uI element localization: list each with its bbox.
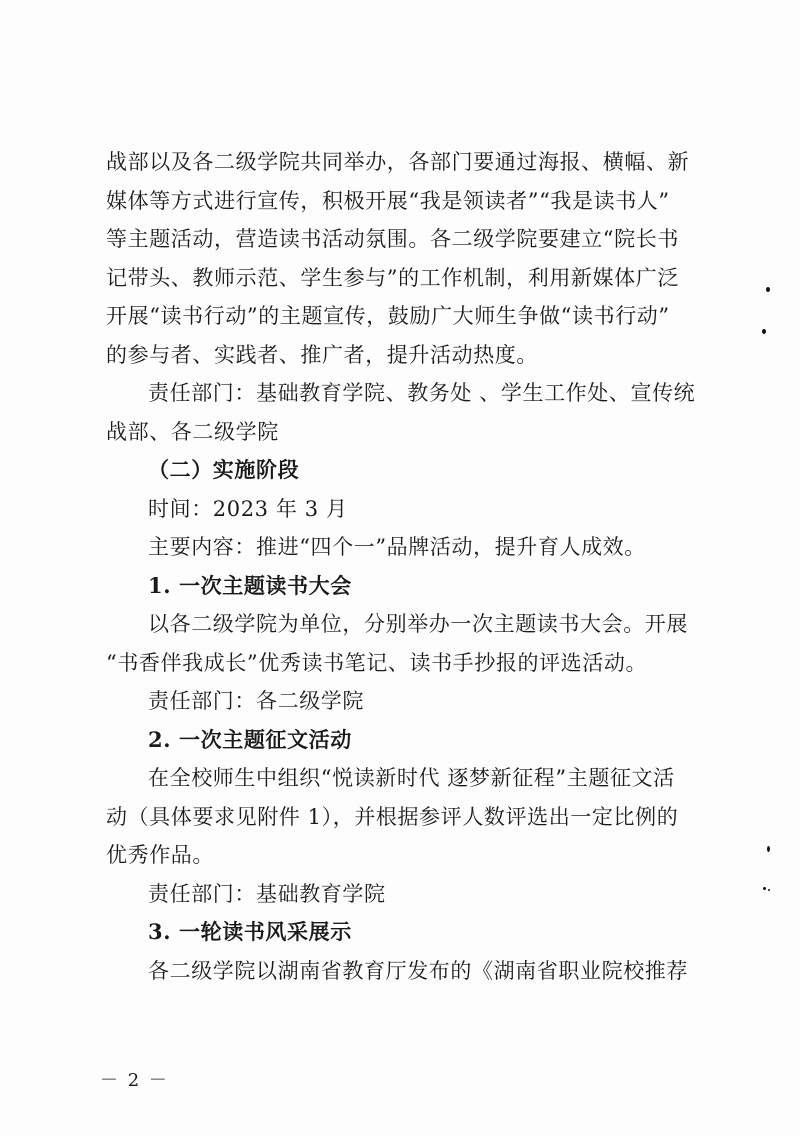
item-title: 3. 一轮读书风采展示 <box>148 919 352 944</box>
responsibility-line: 责任部门：基础教育学院 <box>148 881 386 906</box>
text-line: 动（具体要求见附件 1），并根据参评人数评选出一定比例的 <box>106 804 679 829</box>
text-line: 优秀作品。 <box>106 843 214 867</box>
text-line: 战部以及各二级学院共同举办，各部门要通过海报、横幅、新 <box>106 150 690 174</box>
text-line: 的参与者、实践者、推广者，提升活动热度。 <box>106 342 538 367</box>
text-line: 等主题活动，营造读书活动氛围。各二级学院要建立“院长书 <box>106 227 679 251</box>
responsibility-line: 责任部门：各二级学院 <box>148 689 364 713</box>
text-line: 媒体等方式进行宣传，积极开展“我是领读者”“我是读书人” <box>106 188 670 213</box>
item-title: 1. 一次主题读书大会 <box>148 572 352 598</box>
scan-speck <box>763 887 766 890</box>
main-content-line: 主要内容：推进“四个一”品牌活动，提升育人成效。 <box>148 535 646 559</box>
section-heading: （二）实施阶段 <box>148 457 300 482</box>
text-line: 在全校师生中组织“悦读新时代 逐梦新征程”主题征文活 <box>148 766 675 790</box>
item-title: 2. 一次主题征文活动 <box>148 726 352 752</box>
responsibility-line: 战部、各二级学院 <box>106 419 279 444</box>
scan-speck <box>768 889 770 891</box>
scan-speck <box>767 846 770 852</box>
text-line: 各二级学院以湖南省教育厅发布的《湖南省职业院校推荐 <box>148 958 688 983</box>
time-line: 时间：2023 年 3 月 <box>148 496 348 521</box>
scan-speck <box>766 287 770 292</box>
responsibility-line: 责任部门：基础教育学院、教务处 、学生工作处、宣传统 <box>148 381 696 405</box>
text-line: 开展“读书行动”的主题宣传，鼓励广大师生争做“读书行动” <box>106 304 670 328</box>
text-line: “书香伴我成长”优秀读书笔记、读书手抄报的评选活动。 <box>106 650 648 675</box>
document-body <box>106 143 712 990</box>
text-line: 以各二级学院为单位，分别举办一次主题读书大会。开展 <box>148 612 688 636</box>
text-line: 记带头、教师示范、学生参与”的工作机制，利用新媒体广泛 <box>106 265 679 290</box>
page-number: － 2 － <box>100 1070 169 1091</box>
scan-speck <box>762 329 766 334</box>
